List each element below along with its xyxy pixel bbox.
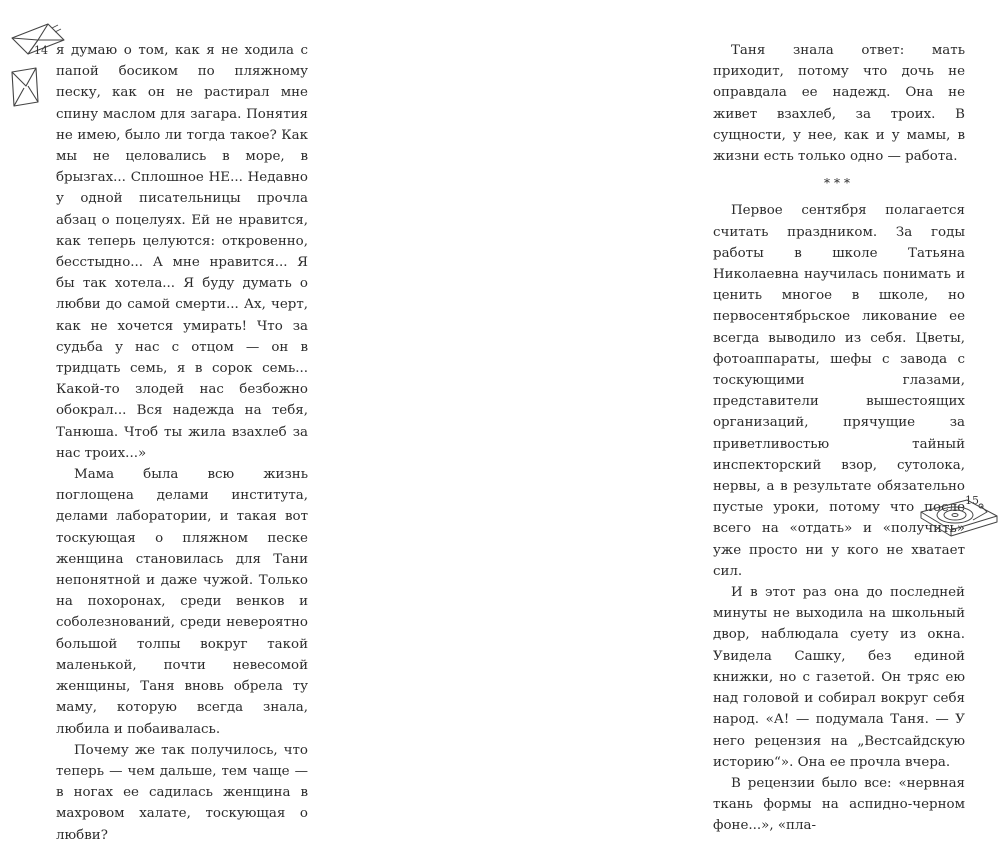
- envelope-icon: [6, 64, 42, 108]
- paragraph: я думаю о том, как я не ходила с папой босиком по пляжному песку, как он не растирал мне спину маслом для загара. Понятия не имею, было ли тогда такое? Как мы не целовались в море, в брызгах... Сплошное НЕ... Недавно у одной писательницы прочла абзац о поцелуях. Ей не нравится, как теперь целуются: откровенно, бесстыдно... А мне нравится... Я бы так хотела... Я буду думать о любви до самой смерти... Ах, черт, как не хочется умирать! Что за судьба у нас с отцом — он в тридцать семь, я в сорок семь... Какой-то злодей нас безбожно обокрал... Вся надежда на тебя, Танюша. Чтоб ты жила взахлеб за нас троих...»: [56, 43, 308, 461]
- page-number: 14: [34, 44, 48, 57]
- paragraph: И в этот раз она до последней минуты не выходила на школьный двор, наблюдала суету из окна. Увидела Сашку, без единой книжки, но с газетой. Он тряс ею над головой и собирал вокруг себя народ. «А! — подумала Таня. — У него рецензия на „Вестсайдскую историю“». Она ее прочла вчера.: [713, 585, 965, 770]
- left-page: [0, 0, 337, 843]
- paragraph: Мама была всю жизнь поглощена делами института, делами лаборатории, и такая вот тоскующая о пляжном песке женщина становилась для Тани непонятной и даже чужой. Только на похоронах, среди венков и соболезнований, среди невероятно большой толпы вокруг такой маленькой, почти невесомой женщины, Таня вновь обрела ту маму, которую всегда знала, любила и побаивалась.: [56, 467, 308, 737]
- right-page: [337, 0, 979, 834]
- paragraph: Почему же так получилось, что теперь — чем дальше, тем чаще — в ногах ее садилась женщина в махровом халате, тоскующая о любви?: [56, 742, 308, 843]
- left-text-column: [56, 40, 308, 846]
- section-break: ***: [824, 176, 854, 191]
- right-text-column: [713, 40, 965, 837]
- paragraph: В рецензии было все: «нервная ткань формы на аспидно-черном фоне...», «пла-: [713, 775, 965, 834]
- paragraph: Первое сентября полагается считать праздником. За годы работы в школе Татьяна Николаевна научилась понимать и ценить многое в школе, но первосентябрьское ликование ее всегда выводило из себя. Цветы, фотоаппараты, шефы с завода с тоскующими глазами, представители вышестоящих организаций, прячущие за приветливостью тайный инспекторский взор, сутолока, нервы, а в результате обязательно пустые уроки, потому что после всего на «отдать» и «получить» уже просто ни у кого не хватает сил.: [713, 203, 965, 579]
- paragraph: Таня знала ответ: мать приходит, потому что дочь не оправдала ее надежд. Она не живет взахлеб, за троих. В сущности, у нее, как и у мамы, в жизни есть только одно — работа.: [713, 43, 965, 165]
- turntable-icon: [915, 482, 1001, 536]
- page-number: 15: [965, 494, 979, 507]
